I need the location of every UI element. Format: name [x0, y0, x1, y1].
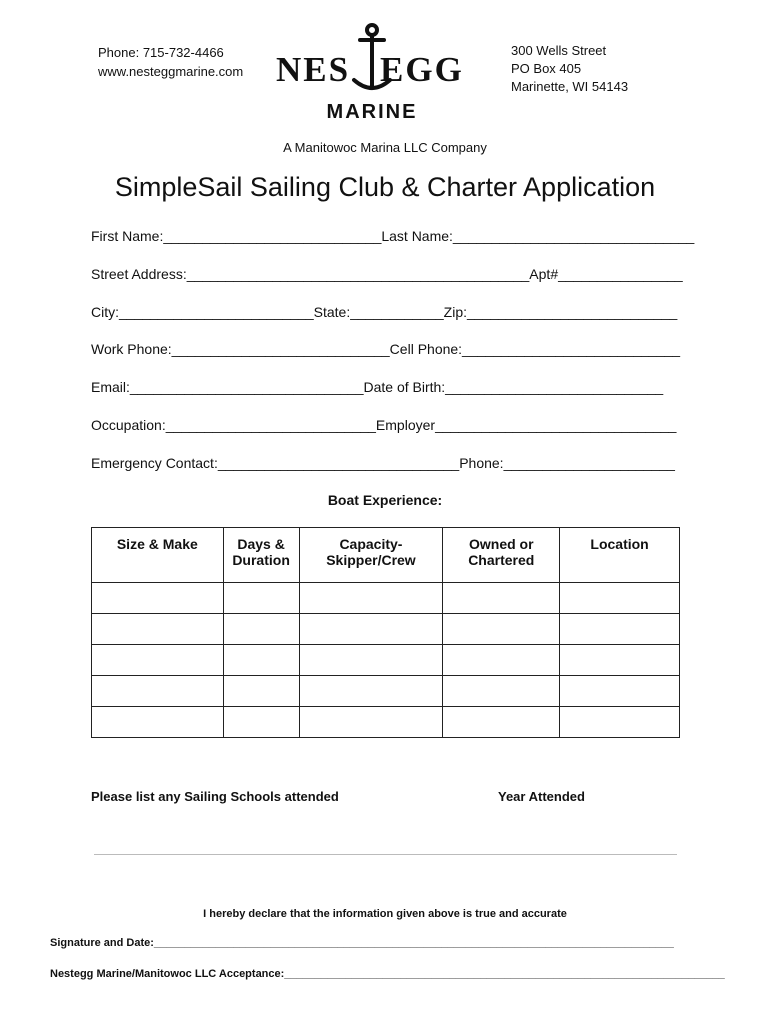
table-row: [92, 645, 680, 676]
table-cell-input[interactable]: [443, 676, 560, 707]
table-cell-input[interactable]: [92, 583, 224, 614]
col-size-make: Size & Make: [92, 528, 224, 583]
table-row: [92, 707, 680, 738]
table-cell-input[interactable]: [92, 645, 224, 676]
col-location: Location: [560, 528, 680, 583]
acceptance-field[interactable]: Nestegg Marine/Manitowoc LLC Acceptance:________________________________________________________________________: [50, 968, 725, 980]
table-cell-input[interactable]: [223, 614, 299, 645]
address-fields[interactable]: Street Address:____________________________________________Apt#________________: [91, 266, 683, 282]
company-tagline: A Manitowoc Marina LLC Company: [283, 140, 487, 155]
table-row: [92, 614, 680, 645]
table-header-row: [92, 528, 680, 583]
col-capacity: Capacity- Skipper/Crew: [299, 528, 443, 583]
name-fields[interactable]: First Name:____________________________Last Name:_______________________________: [91, 228, 695, 244]
nestegg-logo: [274, 22, 470, 126]
table-cell-input[interactable]: [443, 707, 560, 738]
table-cell-input[interactable]: [560, 583, 680, 614]
table-row: [92, 583, 680, 614]
sailing-schools-input-line[interactable]: [94, 854, 677, 855]
logo-subtitle: MARINE: [326, 101, 418, 123]
table-cell-input[interactable]: [223, 676, 299, 707]
emergency-contact-fields[interactable]: Emergency Contact:_______________________________Phone:______________________: [91, 455, 675, 471]
table-cell-input[interactable]: [299, 614, 443, 645]
sailing-schools-label: Please list any Sailing Schools attended: [91, 789, 339, 804]
signature-field[interactable]: Signature and Date:_____________________________________________________________________________________: [50, 937, 674, 949]
address-line-3: Marinette, WI 54143: [511, 79, 629, 94]
declaration-text: I hereby declare that the information given above is true and accurate: [203, 908, 567, 920]
table-cell-input[interactable]: [443, 583, 560, 614]
boat-experience-table: [91, 527, 680, 738]
table-cell-input[interactable]: [560, 614, 680, 645]
table-cell-input[interactable]: [299, 645, 443, 676]
logo-text-right: EGG: [380, 50, 464, 89]
boat-experience-heading: Boat Experience:: [327, 492, 443, 508]
table-cell-input[interactable]: [560, 645, 680, 676]
table-cell-input[interactable]: [92, 676, 224, 707]
table-cell-input[interactable]: [560, 676, 680, 707]
table-cell-input[interactable]: [443, 645, 560, 676]
table-row: [92, 676, 680, 707]
table-cell-input[interactable]: [299, 583, 443, 614]
table-cell-input[interactable]: [92, 614, 224, 645]
occupation-employer-fields[interactable]: Occupation:___________________________Employer_______________________________: [91, 417, 677, 433]
email-dob-fields[interactable]: Email:______________________________Date of Birth:____________________________: [91, 379, 664, 395]
logo-text-left: NES: [276, 50, 351, 89]
address-line-2: PO Box 405: [511, 61, 582, 76]
website: www.nesteggmarine.com: [98, 64, 244, 79]
year-attended-label: Year Attended: [498, 789, 585, 804]
address-line-1: 300 Wells Street: [511, 43, 607, 58]
table-cell-input[interactable]: [223, 583, 299, 614]
city-state-zip-fields[interactable]: City:_________________________State:____________Zip:___________________________: [91, 304, 678, 320]
table-cell-input[interactable]: [443, 614, 560, 645]
table-cell-input[interactable]: [223, 645, 299, 676]
table-cell-input[interactable]: [92, 707, 224, 738]
phone-fields[interactable]: Work Phone:____________________________Cell Phone:____________________________: [91, 341, 681, 357]
table-cell-input[interactable]: [299, 707, 443, 738]
table-cell-input[interactable]: [299, 676, 443, 707]
table-cell-input[interactable]: [223, 707, 299, 738]
col-owned-chartered: Owned or Chartered: [443, 528, 560, 583]
table-cell-input[interactable]: [560, 707, 680, 738]
phone-number: Phone: 715-732-4466: [98, 45, 224, 60]
col-days-duration: Days & Duration: [223, 528, 299, 583]
page-title: SimpleSail Sailing Club & Charter Application: [114, 172, 656, 202]
